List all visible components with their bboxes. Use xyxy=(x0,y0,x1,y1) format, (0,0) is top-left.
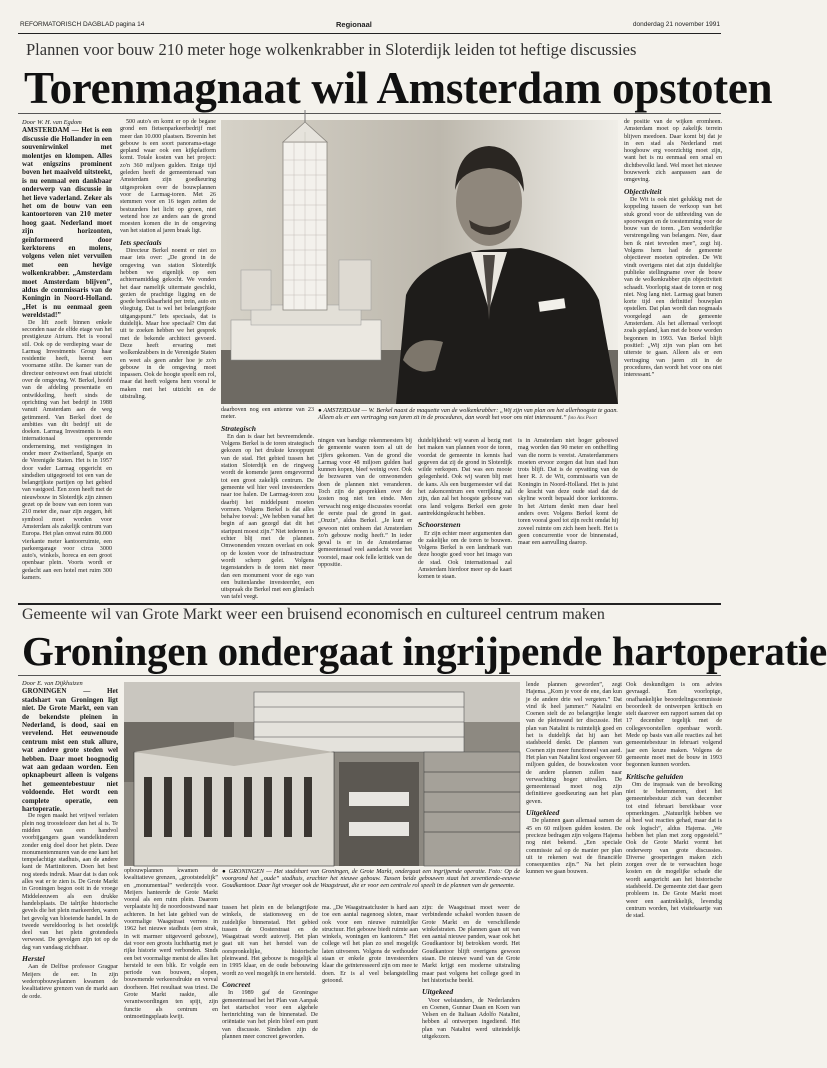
article1-column-2 xyxy=(120,119,216,600)
article1-lead-text: — Het is een discussie die Hollander in een souvenirwinkel met molentjes en klompen. Alles wat enigszins prominent boven het maaiveld uitsteekt, is nu eenmaal een dankbaar onderwerp van discussie in het lieve vaderland. Zeker als het om de bouw van een kantoortoren van 210 meter hoog gaat. Nederland moet zijn horizonten, geïnformeerd door kerktorens en molens, volgens velen niet vervuilen met een hevige wolkenkrabber. „Amsterdam moet Amsterdam blijven”, aldus de commissaris van de Koningin in Noord-Holland. „Het is nu eenmaal geen wereldstad!” xyxy=(22,126,112,320)
article1-subhead-strategisch: Strategisch xyxy=(221,423,257,433)
article2-lead-text: — Het stadshart van Groningen ligt niet. De Grote Markt, een van de bekendste pleinen in Nederland, is dood, saai en vervelend. Het eeuwenoude centrum mist een stuk allure, wat andere grote steden wel hebben. Daar moet hoognodig wat aan gedaan worden. Een opknapbeurt alleen is volgens het gemeentebestuur niet voldoende. Het wordt een complete operatie, een hartoperatie. xyxy=(22,687,118,813)
article1-photo-caption: ● AMSTERDAM — W. Berkel naast de maquette van de wolkenkrabber: „Wij zijn van plan om het allerhoogste te gaan. Alleen als er een vertraging van jaren zit in de procedures, dan wordt het voor ons niet interessant.” foto Ans Poort xyxy=(318,407,618,422)
article1-body-2b: Directeur Berkel noemt er niet zo maar iets over: „De grond in de omgeving van station Sloterdijk hebben we eigenlijk op een achternamiddag gekocht. We vonden het daar namelijk uitermate geschikt, gezien de prachtige ligging en de goede bereikbaarheid per trein, auto en vliegtuig. Dat is wel het belangrijkste uitgangspunt.” Iets speciaals, dat is duidelijk. Maar hoe speciaal? Om dat uit te zoeken hebben we het gesprek met de bekende architect gevoerd. Deze heeft ervaring met wolkenkrabbers in de Verenigde Staten en weet als geen ander hoe je zo'n gebouw in de omgeving moet inpassen. Ook de hoogte speelt een rol, maar dat heeft volgens hem vooral te maken met het uitzicht en de uitstraling. xyxy=(120,248,216,400)
article1-subhead-iets-speciaals: Iets speciaals xyxy=(120,237,162,247)
article2-body-6b: De plannen gaan allemaal samen de 45 en 60 miljoen gulden kosten. De precieze bedragen zijn volgens Hajema nog niet bekend. „Een speciale commissie zal op de manier per plan uit te rekenen wat de financiële consequenties zijn.” Na het plein kunnen we gaan bouwen. xyxy=(526,818,622,876)
article1-body-2: 500 auto's en komt er op de begane grond een fietsenparkeerbedrijf met meer dan 10.000 plaatsen. Bovenin het gebouw is een soort panorama-etage gepland waar ook een kijkplatform komt. Totale kosten van het project: zo'n 360 miljoen gulden. Enige tijd geleden heeft de gemeenteraad van Amsterdam zijn goedkeuring uitgesproken over de bouwplannen voor de Larmag-toren. Met 26 stemmen voor en 16 tegen zetten de bestuurders het licht op groen, niet wetend hoe ze anders aan de grond moesten komen die in de omgeving van het station al jaren braak ligt. xyxy=(120,119,216,235)
article2-column-4 xyxy=(322,905,418,1060)
article2-column-5 xyxy=(422,905,520,1060)
article2-body-1: De regen maakt het vrijwel verlaten plein nog troostelozer dan het al is. Te midden van een handvol voorbijgangers gaan wandelkinderen zonder enig doel door het plein. Deze monumentenmuren van de ene kant het tempelachtige stadhuis, aan de andere kant de Martinitoren. Doen het best nog steeds indruk. Maar dat is dan ook alles wat er te zien is. De Grote Markt in Groningen begon ooit in de vroege Middeleeuwen als een drukke handelsplaats. De talrijke historische gevels die het plein markeerden, waren het gevolg van bloeiende handel. In de tweede wereldoorlog is het oostelijk deel van het plein grotendeels verwoest. De gevolgen zijn tot op de dag van vandaag zichtbaar. xyxy=(22,813,118,951)
article1-subhead-schoorstenen: Schoorstenen xyxy=(418,520,461,530)
article2-photo xyxy=(124,682,520,866)
article2-body-5b: Voor welstanders, de Nederlanders en Coenen, Gunnar Daan en Koen van Velsen en de Italiaan Adolfo Natalini, hebben al ontwerpen ingediend. Het plan van Natalini werd uiteindelijk uitgekozen. xyxy=(422,997,520,1041)
article1-body-5: duidelijkheid: wij waren al bezig met het maken van plannen voor de toren, voordat de gemeente in kennis had gegeven dat zij de grond in Sloterdijk wilde verkopen. Dat was een mooie gelegenheid. Ook wij waren blij met de kans. Als een burgemeester wil dat het zakencentrum een verrijking zal zijn, dan zal het hoogste gebouw van ons land volgens Berkel een grote aantrekkingskracht hebben. xyxy=(418,438,512,517)
article2-subhead-uitgekeed: Uitgekeed xyxy=(422,987,454,997)
article1-column-3 xyxy=(221,407,314,600)
article2-byline: Door E. van Dijkhuizen xyxy=(22,680,83,687)
article1-column-1 xyxy=(22,119,112,600)
article1-body-6: is in Amsterdam niet hoger gebouwd mag worden dan 90 meter en ontheffing van die norm is vereist. Amsterdammers moeten ervoor zorgen dat hun stad hun trots blijft. Dat is de opvatting van de heer R. J. de Wit, commissaris van de Koningin in Noord-Holland. Het is juist de kracht van deze oude stad dat de skyline wordt bepaald door kerktorens. In het Atrium denkt men daar heel anders over. Volgens Berkel komt de toren vooral goed tot zijn recht omdat hij zoveel ruimte om zich heen heeft. Het is geen concurrentie voor de binnenstad, maar een aanvulling daarop. xyxy=(518,438,619,547)
article2-column-3 xyxy=(222,905,318,1060)
article2-lead xyxy=(22,687,118,813)
article2-body-1b: Aan de Delftse professor Gragpar Meijers de eer. In zijn wederopbouwplannen kwamen de kwalitatieve grenzen van de markt aan de orde. xyxy=(22,964,118,1000)
article2-body-7b: Om de inspraak van de bevolking niet te belemmeren, doet het gemeentebestuur zich van december tot eind februari bereikbaar voor opmerkingen. „Natuurlijk hebben we al heel wat reacties gehad, maar dat is ook logisch”, aldus Hajema. „We hebben het plan met zorg opgesteld.” Ook de Grote Markt vormt het onderwerp van grote discussies. Diverse groeperingen maken zich zorgen over de te verwachten hoge kosten en de mogelijke schade die wordt aangericht aan het historische stadsbeeld. De gemeente ziet daar geen probleem in. De Grote Markt moet weer een aantrekkelijk, levendig centrum worden, het visitekaartje van de stad. xyxy=(626,781,722,920)
page-header-paper: REFORMATORISCH DAGBLAD pagina 14 xyxy=(20,21,145,28)
article1-body-3a: daarboven nog een antenne van 23 meter. xyxy=(221,407,314,421)
article1-column-4 xyxy=(318,438,412,600)
article2-body-2: opbouwplannen kwamen de kwalitatieve grenzen, „grootstedelijk” en „monumentaal” wederzijds voor. Meijers hanteerde de Grote Markt vooral als een ruim plein. Daarom verplaatste hij de noordoostwand naar achteren. In het late gebied van de voormalige Waagstraat verrees in 1962 het nieuwe stadhuis (een strak, in wit marmer uitgevoerd gebouw), dat voor een groots luchthartig met je rijke historie werd verbonden. Sinds een bet voormalige menist de alles liet hersteld te een blik. Er volgde een periode van bouwen, slopen, bouwmende verkeersdrukte en verval doorheen. Het resultaat was triest. De Grote Markt raakte, alle verantwoordingen ten spijt, zijn functie als centrum en ontmoetingsplaats kwijt. xyxy=(124,868,218,1020)
article2-body-5: zijn: de Waagstraat moet weer de verbindende schakel worden tussen de Grote Markt en de verschillende winkelstraten. De plannen gaan uit van een aantal nieuwe panden, waar ook het Goudkantoor bij betrokken wordt. Het Goudkantoor blijft overigens gewoon staan. De nieuwe wand van de Grote Markt krijgt een moderne uitstraling maar past volgens het college goed in het historische beeld. xyxy=(422,905,520,984)
article2-column-6 xyxy=(526,682,622,1060)
article2-top-rule xyxy=(18,603,721,605)
article1-body-1: De lift zoeft binnen enkele seconden naar de elfde etage van het prestigieuze Atrium. Het is vooral stil. Ook op de verdieping waar de Larmag Investments Group haar residentie heeft, heerst een voorname stilte. De kamer van de directeur ontvouwt een fraai uitzicht over de omgeving. W. Berkel, hoofd van de afdeling presentatie en ontwikkeling, heeft sinds de oprichting van het bedrijf in 1988 vanuit Amsterdam aan de weg getimmerd. Van Berkel doet de ambities van dit bedrijf uit de doeken. Larmag Investments is een internationaal opererende onderneming, met vestigingen in onder meer Zwitserland, Spanje en de Verenigde Staten. Het is in 1957 door vader Larmag opgericht en sindsdien uitgegroeid tot een van de belangrijkste partijen op het gebied van vastgoed. Een zoon heeft met de nieuwbouw in Sloterdijk zijn zinnen gezet op de bouw van een toren van 210 meter die, naar zijn zeggen, hét symbool moet worden voor Amsterdam als zakelijk centrum van Europa. Het plan omvat ruim 80.000 vierkante meter kantoorruimte, een parkeergarage voor circa 3000 auto's, winkels, horeca en een groot openbaar plein. Voorts wordt er gedacht aan een hotel met ruim 300 kamers. xyxy=(22,319,112,582)
article2-body-4: ma. „De Waagstraatcluster is hard aan toe een aantal nagenoeg sloten, maar ook voor een nieuwe ruimtelijke structuur. Het gebouw biedt ruimte aan winkels, woningen en kantoren.” Het college wil het plan zo snel mogelijk laten uitvoeren. Volgens de wethouder staan er enkele grote investeerders klaar die geïnteresseerd zijn om mee te doen. Er is al veel belangstelling getoond. xyxy=(322,905,418,984)
article1-photo xyxy=(221,120,618,404)
article2-subhead-concreet: Concreet xyxy=(222,979,251,989)
article1-column-6 xyxy=(518,438,618,600)
article1-column-5 xyxy=(418,438,512,600)
article2-lead-city: GRONINGEN xyxy=(22,687,67,696)
article1-byline: Door W. H. van Egdom xyxy=(22,119,82,126)
grote-markt-aerial-photo xyxy=(124,682,520,866)
article1-lead-city: AMSTERDAM xyxy=(22,126,70,135)
header-rule xyxy=(18,33,721,34)
article2-subhead-kritische-geluiden: Kritische geluiden xyxy=(626,771,684,781)
article1-body-4: ningen van bandige rekenmeesters bij de gemeente waren toen al uit de cijfers gekomen. Van de grond die Larmag voor 48 miljoen gulden had kunnen kopen, bleef weinig over. Ook de bezwaren van de omwonenden doen de plannen niet veranderen. Toch zijn de gesprekken over de kosten nog niet ten einde. Men verwacht nog enige discussies voordat de eerste paal de grond in gaat. „Onzin”, aldus Berkel. „Je kunt er gewoon niet omheen dat Amsterdam zo'n gebouw nodig heeft.” In ieder geval is er in de Amsterdamse gemeenteraad veel aandacht voor het voorstel, maar ook felle kritiek van de oppositie. xyxy=(318,438,412,569)
article1-column-7 xyxy=(624,119,722,600)
article1-body-5b: Er zijn echter meer argumenten dan de zakelijke om de toren te bouwen. Volgens Berkel is een landmark van deze hoogte goed voor het imago van de stad. Ook internationaal zal Amsterdam hierdoor meer op de kaart komen te staan. xyxy=(418,530,512,581)
article2-body-3: tussen het plein en de belangrijkste winkels, de stationsweg en de zuidelijke binnenstad. Het gebied tussen de Oosterstraat en de Waagstraat wordt autovrij. Het plan gaat uit van het herstel van de oorspronkelijke, historische pleinwand. Het gebouw is mogelijk al in 1995 klaar, en de oude bebouwing wordt zo veel mogelijk in ere hersteld. xyxy=(222,905,318,977)
article1-photo-credit: foto Ans Poort xyxy=(568,416,598,422)
article2-kicker: Gemeente wil van Grote Markt weer een bruisend economisch en cultureel centrum maken xyxy=(22,606,605,623)
article1-body-3b: En dan is daar het bevreemdende. Volgens Berkel is de toren strategisch gekozen op het drukste knooppunt van de stad. Het gebied tussen het station Sloterdijk en de ringweg wordt de komende jaren omgevormd tot een groot zakelijk centrum. De gemeente wil hier veel investeerders naar toe halen. De Larmag-toren zou daarbij het middelpunt moeten vormen. Volgens Berkel is dat alles behalve toeval: „We hebben vanaf het begin af aan gezegd dat dit het startpunt moest zijn.” Niet iedereen is echter blij met de plannen. Omwonenden vrezen overlast en ook op de kosten voor de infrastructuur wordt scherp gelet. Volgens tegenstanders is de toren niet meer dan een monument voor de ego van een buitenlandse investeerder, een uitspraak die Berkel met een glimlach van tafel veegt. xyxy=(221,433,314,601)
article1-rule xyxy=(18,113,721,114)
page-header-date: donderdag 21 november 1991 xyxy=(632,21,720,28)
article2-column-7 xyxy=(626,682,722,1060)
article2-caption-text: GRONINGEN — Het stadshart van Groningen, de Grote Markt, ondergaat een ingrijpende operatie. Foto: Op de voorgrond het „oude” stadhuis, erachter het nieuwe gebouw. Tussen beide gebouwen staat het zeventiende-eeuwse Goudkantoor. Daar ligt vroeger ook de Waagstraat, die er voor een centrale rol speelt in de plannen van de gemeente. xyxy=(222,868,520,890)
article1-headline: Torenmagnaat wil Amsterdam opstoten xyxy=(24,63,773,113)
article1-body-7: de positie van de wijken eromheen. Amsterdam moet op zakelijk terrein blijven meedoen. Daar komt bij dat je in een stad als Nederland met hoogbouw erg voorzichtig moet zijn, want het is nu eenmaal een smal en dichtbevolkt land. Wel moet het nieuwe bouwwerk zich aanpassen aan de omgeving. xyxy=(624,119,722,184)
article2-body-3b: In 1989 gaf de Groningse gemeenteraad het het Plan van Aanpak het startschot voor een algehele herinrichting van de binnenstad. De oriëntatie van het plein bleef een punt van discussie. Sindsdien zijn de plannen meer concreet geworden. xyxy=(222,990,318,1041)
article2-body-6: lende plannen geworden”, zegt Hajema. „Kom je voor de ene, dan kun je de andere drie wel vergeten.” Dat vind ik heel jammer.” Natalini en Coenen stelt de zo belangrijke lengte van de pleinwand ter discussie. Het plan van Natalini is ruimtelijk goed en het is duidelijk dat hij aan het stadsbeeld denkt. De plannen van Coenen zijn meer functioneel van aard. Het plan van Natalini kost ongeveer 60 miljoen gulden, de bouwkosten voor de andere plannen zullen naar verwachting hoger uitvallen. De gemeenteraad moet nog zijn definitieve goedkeuring aan het plan geven. xyxy=(526,682,622,805)
article1-caption-text: AMSTERDAM — W. Berkel naast de maquette van de wolkenkrabber: „Wij zijn van plan om het allerhoogste te gaan. Alleen als er een vertraging van jaren zit in de procedures, dan wordt het voor ons niet interessant.” xyxy=(318,407,618,422)
article2-subhead-herstel: Herstel xyxy=(22,954,45,964)
article1-kicker: Plannen voor bouw 210 meter hoge wolkenkrabber in Sloterdijk leiden tot heftige discussies xyxy=(26,40,637,59)
page-header-section: Regionaal xyxy=(336,20,372,29)
article2-subhead-uitgekleed: Uitgekleed xyxy=(526,808,560,818)
man-with-maquette-photo xyxy=(221,120,618,404)
article2-rule xyxy=(18,675,721,676)
article1-lead xyxy=(22,126,112,319)
article1-subhead-objectiviteit: Objectiviteit xyxy=(624,186,662,196)
article1-body-7b: De Wit is ook niet gelukkig met de koppeling tussen de verkoop van het stuk grond voor de uitbreiding van de spoorwegen en de toestemming voor de bouw van de toren. „Een wonderlijke verstrengeling van belangen. Nee, daar ben ik niet tevreden mee”, zegt hij. Volgens hem had de gemeente objectiever moeten optreden. De Wit vindt overigens niet dat zijn duidelijke publieke stellingname over de bouw van de wolkenkrabber zijn objectiviteit schaadt. Voorlopig staat de toren er nog niet. Nog lang niet. Larmag gaat bunen korte tijd een definitief bouwplan opstellen. Dat plan wordt dan nogmaals voorgelegd aan de gemeente Amsterdam. Als het allemaal verloopt zoals gepland, kan met de bouw worden begonnen in 1993. Van Berkel blijft positief: „Wij zijn van plan om het uiterste te gaan. Alleen als er een vertraging van jaren zit in de procedures, dan wordt het voor ons niet interessant.” xyxy=(624,196,722,379)
article2-column-1 xyxy=(22,680,118,1060)
article2-photo-caption: ● GRONINGEN — Het stadshart van Groningen, de Grote Markt, ondergaat een ingrijpende operatie. Foto: Op de voorgrond het „oude” stadhuis, erachter het nieuwe gebouw. Tussen beide gebouwen staat het zeventiende-eeuwse Goudkantoor. Daar ligt vroeger ook de Waagstraat, die er voor een centrale rol speelt in de plannen van de gemeente. xyxy=(222,868,520,890)
article2-body-7: Ook deskundigen is om advies gevraagd. Een voorlopige, onafhankelijke beoordelingscommissie beoordeelt de ontwerpen kritisch en stelt daarover een rapport samen dat op 17 december tegelijk met de collegevoorstellen openbaar wordt. Mede op basis van alle reacties zal het gemeentebestuur in februari volgend jaar een keuze maken. Volgens de gemeente moet met de bouw in 1993 begonnen kunnen worden. xyxy=(626,682,722,769)
article2-headline: Groningen ondergaat ingrijpende hartoperatie xyxy=(22,628,827,674)
article2-column-2 xyxy=(124,868,218,1060)
